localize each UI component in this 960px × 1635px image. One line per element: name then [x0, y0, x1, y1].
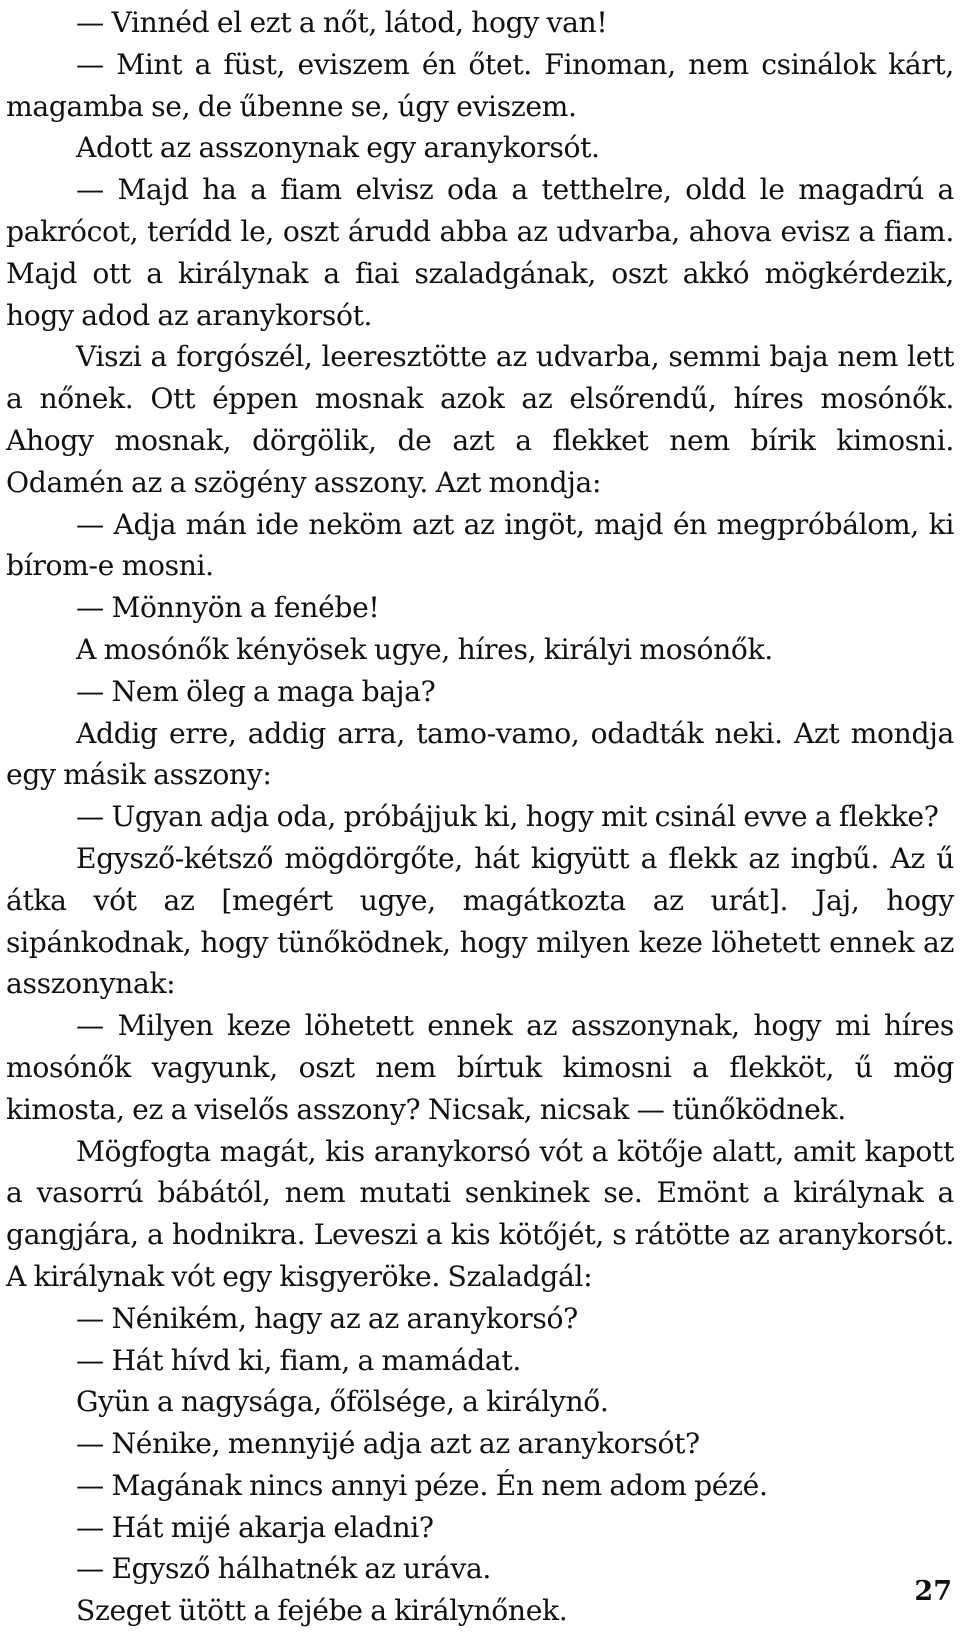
paragraph-19: — Magának nincs annyi péze. Én nem adom pézé. [76, 1468, 768, 1502]
paragraph-6: — Adja mán ide neköm azt az ingöt, majd én megpróbálom, ki bírom-e mosni. [6, 507, 954, 583]
paragraph-1: — Vinnéd el ezt a nőt, látod, hogy van! [76, 6, 608, 39]
paragraph-9: — Nem öleg a maga baja? [76, 674, 436, 708]
paragraph-18: — Nénike, mennyijé adja azt az aranykorsót? [76, 1427, 700, 1461]
paragraph-7: — Mönnyön a fenébe! [76, 591, 380, 625]
paragraph-22: Szeget ütött a fejébe a királynőnek. [76, 1594, 568, 1628]
paragraph-12: Egysző-kétsző mögdörgőte, hát kigyütt a flekk az ingbű. Az ű átka vót az [megért ugye, magátkozta az urát]. Jaj, hogy sipánkodnak, hogy tünőködnek, hogy milyen keze löhetett ennek az asszonynak: [6, 841, 954, 1001]
paragraph-16: — Hát hívd ki, fiam, a mamádat. [76, 1343, 521, 1377]
paragraph-8: A mosónők kényösek ugye, híres, királyi mosónők. [76, 632, 773, 666]
paragraph-5: Viszi a forgószél, leeresztötte az udvarba, semmi baja nem lett a nőnek. Ott éppen mosnak azok az elsőrendű, híres mosónők. Ahogy mosnak, dörgölik, de azt a flekket nem bírik kimosni. Odamén az a szögény asszony. Azt mondja: [6, 340, 954, 499]
paragraph-17: Gyün a nagysága, őfölsége, a királynő. [76, 1385, 609, 1419]
paragraph-3: Adott az asszonynak egy aranykorsót. [76, 131, 600, 165]
paragraph-21: — Egysző hálhatnék az uráva. [76, 1552, 492, 1586]
paragraph-14: Mögfogta magát, kis aranykorsó vót a kötője alatt, amit kapott a vasorrú bábától, nem mutati senkinek se. Emönt a királynak a gangjára, a hodnikra. Leveszi a kis kötőjét, s rátötte az aranykorsót. A királynak vót egy kisgyeröke. Szaladgál: [6, 1134, 954, 1293]
paragraph-4: — Majd ha a fiam elvisz oda a tetthelre, oldd le magadrú a pakrócot, terídd le, oszt árudd abba az udvarba, ahova evisz a fiam. Majd ott a királynak a fiai szaladgának, oszt akkó mögkérdezik, hogy adod az aranykorsót. [6, 173, 954, 332]
paragraph-10: Addig erre, addig arra, tamo-vamo, odadták neki. Azt mondja egy másik asszony: [6, 716, 954, 792]
paragraph-2: — Mint a füst, eviszem én őtet. Finoman, nem csinálok kárt, magamba se, de űbenne se, úgy eviszem. [6, 47, 954, 123]
paragraph-20: — Hát mijé akarja eladni? [76, 1510, 434, 1544]
page-body [6, 2, 954, 1632]
paragraph-13: — Milyen keze löhetett ennek az asszonynak, hogy mi híres mosónők vagyunk, oszt nem bírtuk kimosni a flekköt, ű mög kimosta, ez a viselős asszony? Nicsak, nicsak — tünőködnek. [6, 1009, 954, 1126]
paragraph-15: — Nénikém, hagy az az aranykorsó? [76, 1301, 578, 1335]
page-number: 27 [914, 1576, 952, 1607]
paragraph-11: — Ugyan adja oda, próbájjuk ki, hogy mit csinál evve a flekke? [76, 800, 939, 834]
